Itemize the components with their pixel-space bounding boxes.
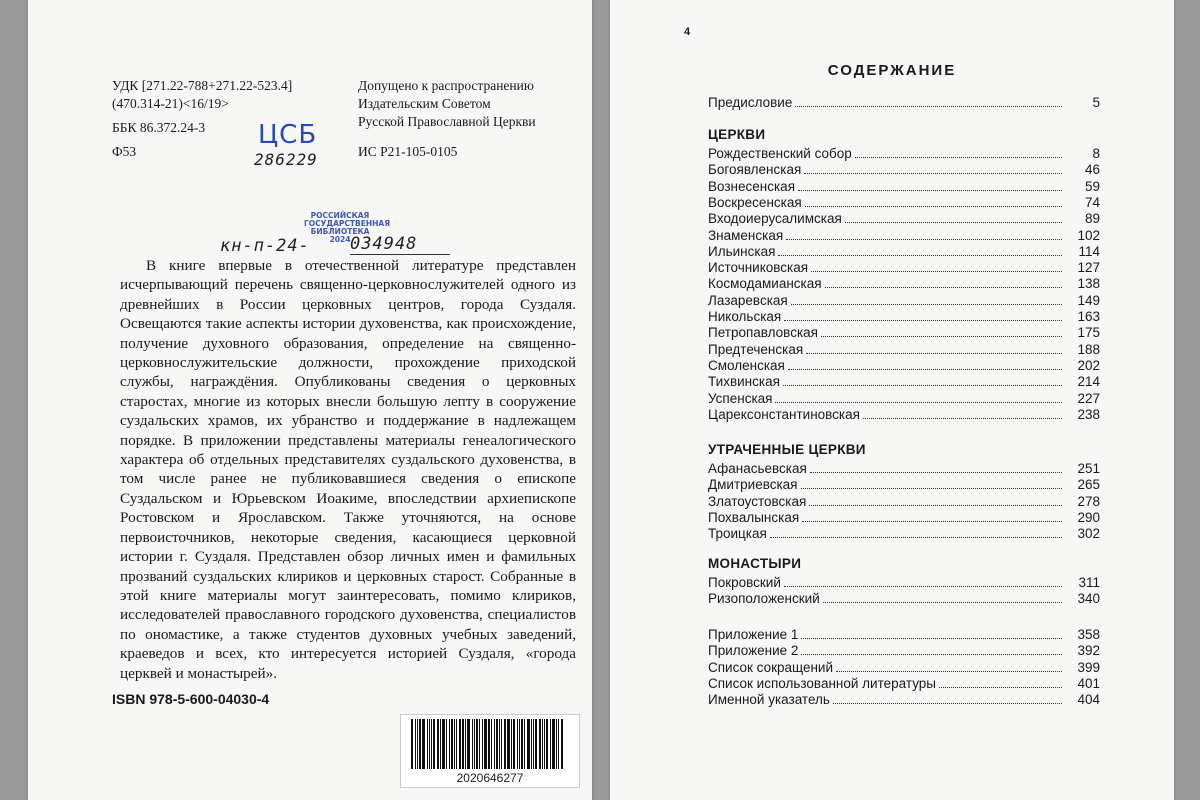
- toc-leader-dots: [805, 206, 1062, 207]
- barcode-bar: [494, 719, 495, 769]
- toc-entry: [708, 460, 1100, 477]
- toc-entry-label: Похвалынская: [708, 509, 800, 525]
- toc-entry-label: Предисловие: [708, 95, 793, 110]
- toc-leader-dots: [784, 586, 1062, 587]
- barcode-bar: [561, 719, 563, 769]
- toc-entry-label: Рождественский собор: [708, 146, 852, 161]
- barcode-bar: [552, 719, 555, 769]
- barcode: [411, 719, 569, 769]
- barcode-bar: [417, 719, 418, 769]
- toc-entry-page: 163: [1077, 309, 1100, 324]
- toc-entry-label: Список сокращений: [708, 659, 834, 675]
- barcode-bar: [488, 719, 490, 769]
- toc-entry: [708, 341, 1100, 358]
- toc-entry: [708, 210, 1100, 227]
- barcode-bar: [454, 719, 455, 769]
- toc-leader-dots: [823, 602, 1062, 603]
- barcode-bar: [465, 719, 466, 769]
- barcode-bar: [519, 719, 520, 769]
- right-page: [610, 0, 1174, 800]
- toc-entry-page: 8: [1092, 146, 1100, 161]
- bbk-code: ББК 86.372.24-3: [112, 120, 206, 135]
- toc-entry-label: Предтеченская: [708, 341, 804, 357]
- toc-entry: [708, 145, 1100, 162]
- toc-entry-page: 74: [1084, 194, 1100, 210]
- barcode-bar: [491, 719, 492, 769]
- toc-section-heading: МОНАСТЫРИ: [708, 556, 802, 571]
- barcode-bar: [499, 719, 500, 769]
- toc-leader-dots: [855, 157, 1062, 158]
- csb-stamp-number: 286229: [254, 150, 318, 169]
- barcode-bar: [431, 719, 432, 769]
- toc-entry-label: Тихвинская: [708, 374, 780, 390]
- barcode-bar: [476, 719, 478, 769]
- toc-entry-label: Смоленская: [708, 357, 785, 373]
- toc-entry-label: Ильинская: [708, 243, 776, 259]
- toc-entry-page: 265: [1077, 477, 1100, 493]
- toc-entry-page: 114: [1078, 243, 1100, 259]
- library-stamp-line-2: ГОСУДАРСТВЕННАЯ: [304, 219, 391, 228]
- toc-entry: [708, 324, 1100, 341]
- toc-leader-dots: [783, 385, 1062, 386]
- toc-entry: [708, 675, 1100, 692]
- toc-leader-dots: [784, 320, 1062, 321]
- barcode-bar: [446, 719, 447, 769]
- barcode-bar: [527, 719, 530, 769]
- toc-leader-dots: [833, 703, 1062, 704]
- toc-leader-dots: [778, 255, 1062, 256]
- toc-entry: [708, 308, 1100, 325]
- toc-entry: [708, 476, 1100, 493]
- toc-entry-label: Богоявленская: [708, 162, 802, 178]
- toc-entry: [708, 275, 1100, 292]
- toc-entry-page: 175: [1077, 325, 1100, 341]
- barcode-bar: [544, 719, 545, 769]
- barcode-bar: [533, 719, 534, 769]
- toc-entry: [708, 406, 1100, 423]
- toc-leader-dots: [795, 106, 1062, 107]
- toc-entry-label: Входоиерусалимская: [708, 211, 842, 227]
- toc-entry: [708, 574, 1100, 591]
- toc-leader-dots: [801, 654, 1062, 655]
- toc-leader-dots: [801, 488, 1063, 489]
- toc-entry-label: Никольская: [708, 309, 782, 324]
- toc-entry-label: Космодамианская: [708, 276, 822, 292]
- toc-entry-label: Царексонстантиновская: [708, 406, 860, 422]
- toc-entry: [708, 94, 1100, 111]
- barcode-bar: [459, 719, 461, 769]
- toc-leader-dots: [809, 505, 1062, 506]
- barcode-bar: [542, 719, 543, 769]
- toc-entry-page: 278: [1077, 493, 1100, 509]
- toc-entry: [708, 161, 1100, 178]
- barcode-bar: [550, 719, 551, 769]
- barcode-bar: [467, 719, 470, 769]
- left-page: [28, 0, 592, 800]
- toc-entry-label: Дмитриевская: [708, 477, 798, 493]
- barcode-bar: [422, 719, 425, 769]
- toc-leader-dots: [836, 671, 1062, 672]
- barcode-bar: [451, 719, 453, 769]
- toc-entry: [708, 493, 1100, 510]
- toc-entry-page: 340: [1077, 591, 1100, 607]
- barcode-bar: [429, 719, 430, 769]
- barcode-bar: [419, 719, 421, 769]
- handwritten-code-right: 034948: [350, 234, 450, 255]
- toc-entry-page: 399: [1077, 659, 1100, 675]
- toc-entry: [708, 642, 1100, 659]
- toc-entry: [708, 194, 1100, 211]
- toc-entry-label: Златоустовская: [708, 493, 807, 509]
- toc-entry-label: Приложение 1: [708, 627, 799, 642]
- barcode-bar: [437, 719, 439, 769]
- barcode-bar: [531, 719, 532, 769]
- barcode-bar: [472, 719, 473, 769]
- toc-section-heading: УТРАЧЕННЫЕ ЦЕРКВИ: [708, 442, 866, 457]
- toc-entry: [708, 243, 1100, 260]
- toc-entry: [708, 691, 1100, 708]
- library-stamp-line-4: 2024: [329, 235, 351, 244]
- toc-leader-dots: [802, 521, 1062, 522]
- toc-entry: [708, 178, 1100, 195]
- barcode-bar: [507, 719, 510, 769]
- toc-leader-dots: [791, 304, 1062, 305]
- toc-entry-page: 5: [1092, 95, 1100, 110]
- barcode-bar: [482, 719, 483, 769]
- toc-leader-dots: [863, 418, 1062, 419]
- toc-entry-page: 251: [1077, 461, 1100, 476]
- toc-leader-dots: [804, 173, 1062, 174]
- toc-entry: [708, 626, 1100, 643]
- toc-entry-label: Источниковская: [708, 260, 809, 276]
- barcode-bar: [456, 719, 457, 769]
- toc-entry: [708, 659, 1100, 676]
- is-code: ИС Р21-105-0105: [358, 144, 458, 159]
- toc-entry-label: Приложение 2: [708, 643, 799, 659]
- barcode-label: [400, 714, 580, 788]
- barcode-bar: [511, 719, 512, 769]
- toc-leader-dots: [770, 537, 1062, 538]
- toc-entry: [708, 590, 1100, 607]
- toc-entry-page: 238: [1077, 406, 1100, 422]
- toc-entry: [708, 357, 1100, 374]
- toc-leader-dots: [788, 369, 1062, 370]
- toc-title: СОДЕРЖАНИЕ: [827, 62, 957, 79]
- barcode-bar: [442, 719, 445, 769]
- toc-entry-label: Воскресенская: [708, 194, 802, 210]
- toc-entry: [708, 227, 1100, 244]
- toc-entry-label: Ризоположенский: [708, 591, 820, 607]
- toc-entry-page: 138: [1077, 276, 1100, 292]
- barcode-bar: [513, 719, 515, 769]
- toc-leader-dots: [845, 222, 1062, 223]
- toc-entry-page: 358: [1077, 627, 1100, 642]
- toc-entry-page: 311: [1078, 575, 1100, 590]
- toc-leader-dots: [786, 239, 1062, 240]
- barcode-bar: [501, 719, 502, 769]
- csb-stamp: ЦСБ: [258, 120, 318, 150]
- barcode-bar: [449, 719, 450, 769]
- approval-line-3: Русской Православной Церкви: [358, 114, 536, 129]
- toc-entry-label: Вознесенская: [708, 178, 795, 194]
- handwritten-code-left: кн-п-24-: [220, 236, 310, 256]
- toc-entry-label: Троицкая: [708, 526, 767, 542]
- toc-entry: [708, 390, 1100, 407]
- toc-entry-label: Петропавловская: [708, 325, 818, 341]
- toc-leader-dots: [806, 353, 1062, 354]
- toc-entry-page: 290: [1077, 509, 1100, 525]
- toc-entry-page: 302: [1077, 526, 1100, 542]
- udk-line-1: УДК [271.22-788+271.22-523.4]: [112, 78, 293, 93]
- barcode-bar: [556, 719, 557, 769]
- barcode-bar: [427, 719, 428, 769]
- barcode-bar: [479, 719, 480, 769]
- toc-entry: [708, 292, 1100, 309]
- toc-entry-label: Именной указатель: [708, 692, 830, 708]
- toc-leader-dots: [775, 402, 1062, 403]
- toc-entry: [708, 509, 1100, 526]
- toc-section-heading: ЦЕРКВИ: [708, 127, 766, 142]
- udk-line-2: (470.314-21)<16/19>: [112, 96, 229, 111]
- toc-entry-page: 404: [1077, 692, 1100, 708]
- annotation-text: В книге впервые в отечественной литературе представлен исчерпывающий перечень священно-церковнослужителей одного из древнейших в России церковных центров, города Суздаля. Освещаются такие аспекты истории духовенства, как происхождение, получение духовного образования, определение на священно-церковнослужительские должности, прохождение приходской службы, награждёния. Опубликованы сведения о церковных старостах, многие из которых внесли большую лепту в сооружение суздальских храмов, их убранство и поддержание в надлежащем порядке. В приложении представлены материалы генеалогического характера об отдельных представителях суздальского духовенства, в том числе ранее не публиковавшиеся сведения о епископе Суздальском и Юрьевском Иоакиме, впоследствии архиепископе Ростовском и Ярославском. Также уточняются, на основе первоисточников, некоторые сведения, касающиеся церковной истории г. Суздаля. Представлен обзор личных имен и фамильных прозваний суздальских клириков и церковных старост. Собранные в этой книге материалы могут заинтересовать, помимо клириков, исследователей православного городского духовенства, специалистов по ономастике, а также студентов духовных учебных заведений, краеведов и всех, кто интересуется историей Суздаля, «города церквей и монастырей».: [120, 257, 576, 682]
- toc-entry-label: Афанасьевская: [708, 461, 807, 476]
- toc-leader-dots: [810, 472, 1062, 473]
- toc-entry-page: 89: [1084, 211, 1100, 227]
- toc-entry-page: 46: [1084, 162, 1100, 178]
- toc-entry-page: 149: [1077, 292, 1100, 308]
- toc-entry-page: 214: [1077, 374, 1100, 390]
- barcode-number: 2020646277: [456, 771, 524, 785]
- barcode-bar: [539, 719, 541, 769]
- barcode-bar: [524, 719, 525, 769]
- f-code: Ф53: [112, 144, 137, 159]
- library-stamp-line-3: БИБЛИОТЕКА: [310, 227, 370, 236]
- barcode-bar: [521, 719, 523, 769]
- barcode-bar: [415, 719, 416, 769]
- toc-entry-page: 127: [1077, 260, 1100, 276]
- barcode-bar: [433, 719, 435, 769]
- toc-leader-dots: [821, 336, 1062, 337]
- barcode-bar: [535, 719, 537, 769]
- barcode-bar: [474, 719, 475, 769]
- page-number: 4: [684, 26, 691, 38]
- toc-leader-dots: [939, 687, 1062, 688]
- toc-leader-dots: [825, 287, 1062, 288]
- barcode-bar: [411, 719, 413, 769]
- toc-entry-label: Успенская: [708, 390, 773, 406]
- toc-entry-label: Список использованной литературы: [708, 675, 936, 691]
- approval-line-2: Издательским Советом: [358, 96, 491, 111]
- toc-entry: [708, 373, 1100, 390]
- barcode-bar: [484, 719, 487, 769]
- isbn: ISBN 978-5-600-04030-4: [112, 691, 270, 707]
- toc-entry-page: 202: [1077, 357, 1100, 373]
- toc-leader-dots: [798, 190, 1062, 191]
- toc-entry-page: 102: [1077, 227, 1100, 243]
- barcode-bar: [504, 719, 506, 769]
- toc-entry-label: Покровский: [708, 575, 781, 590]
- toc-entry-page: 392: [1077, 643, 1100, 659]
- approval-line-1: Допущено к распространению: [358, 78, 534, 93]
- barcode-bar: [558, 719, 559, 769]
- toc-entry-page: 59: [1084, 178, 1100, 194]
- barcode-bar: [496, 719, 498, 769]
- toc-entry: [708, 259, 1100, 276]
- barcode-bar: [440, 719, 441, 769]
- toc-entry: [708, 525, 1100, 542]
- toc-entry-page: 188: [1077, 341, 1100, 357]
- barcode-bar: [546, 719, 548, 769]
- library-stamp-line-1: РОССИЙСКАЯ: [310, 211, 370, 220]
- toc-entry-page: 227: [1077, 390, 1100, 406]
- toc-leader-dots: [801, 638, 1062, 639]
- toc-leader-dots: [811, 271, 1062, 272]
- annotation-paragraph: [120, 256, 576, 683]
- barcode-bar: [517, 719, 518, 769]
- toc-entry-page: 401: [1077, 675, 1100, 691]
- toc-entry-label: Знаменская: [708, 227, 784, 243]
- barcode-bar: [462, 719, 464, 769]
- toc-entry-label: Лазаревская: [708, 292, 788, 308]
